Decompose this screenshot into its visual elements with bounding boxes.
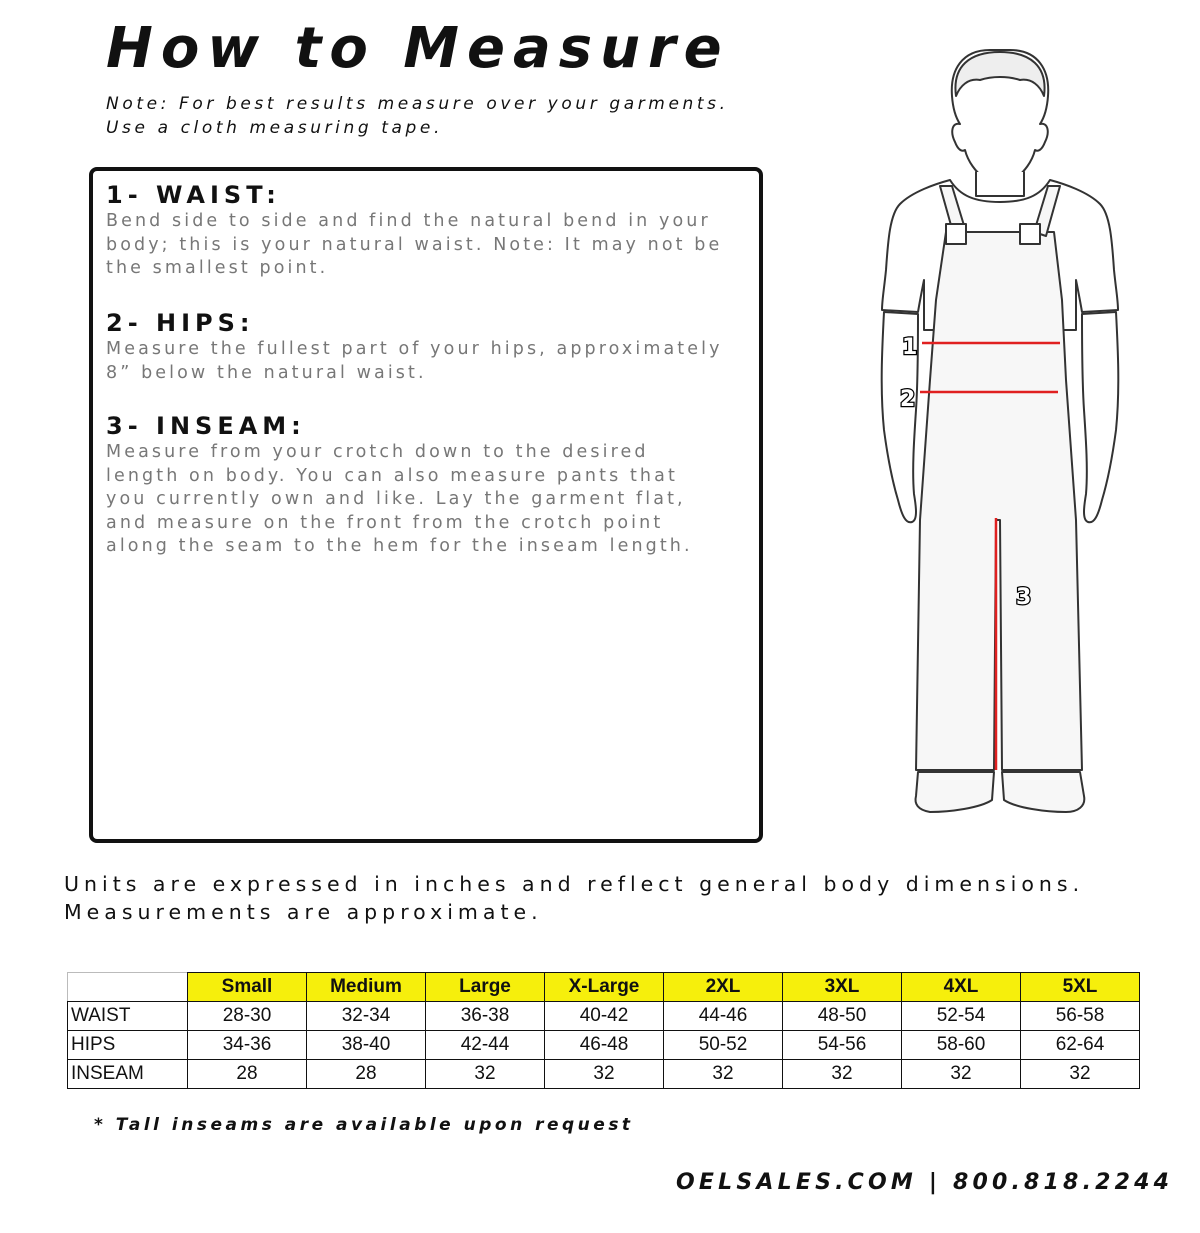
right-shoe-outline <box>1002 772 1084 812</box>
description-line: length on body. You can also measure pants that <box>106 465 678 486</box>
table-cell: 62-64 <box>1021 1031 1140 1060</box>
hips-description <box>106 338 766 385</box>
marker-3: 3 <box>1016 585 1032 610</box>
description-line: body; this is your natural waist. Note: It may not be <box>106 234 723 255</box>
corner-cell <box>68 973 188 1002</box>
table-cell: 36-38 <box>426 1002 545 1031</box>
table-cell: 38-40 <box>307 1031 426 1060</box>
marker-1: 1 <box>902 335 918 360</box>
description-line: Measure the fullest part of your hips, approximately <box>106 339 723 359</box>
size-header-3xl: 3XL <box>783 973 902 1002</box>
page-title: How to Measure <box>106 16 730 81</box>
description-line: along the seam to the hem for the inseam length. <box>106 536 693 556</box>
table-cell: 32 <box>1021 1060 1140 1089</box>
table-cell: 56-58 <box>1021 1002 1140 1031</box>
overalls-bib-outline <box>916 232 1082 770</box>
table-cell: 40-42 <box>545 1002 664 1031</box>
table-cell: 46-48 <box>545 1031 664 1060</box>
table-cell: 44-46 <box>664 1002 783 1031</box>
inseam-step <box>106 411 766 559</box>
table-cell: 28 <box>307 1060 426 1089</box>
row-label-waist: WAIST <box>68 1002 188 1031</box>
description-line: Measure from your crotch down to the desired <box>106 442 649 462</box>
table-cell: 48-50 <box>783 1002 902 1031</box>
hips-heading: 2- HIPS: <box>106 309 255 337</box>
table-cell: 50-52 <box>664 1031 783 1060</box>
size-header-row <box>68 973 1140 1002</box>
size-chart-table <box>67 972 1140 1089</box>
contact-footer: OELSALES.COM | 800.818.2244 <box>676 1170 1174 1195</box>
inseam-heading: 3- INSEAM: <box>106 412 306 440</box>
table-cell: 52-54 <box>902 1002 1021 1031</box>
units-line: Units are expressed in inches and reflect general body dimensions. <box>64 872 1085 896</box>
row-label-inseam: INSEAM <box>68 1060 188 1089</box>
table-cell: 28-30 <box>188 1002 307 1031</box>
table-cell: 42-44 <box>426 1031 545 1060</box>
description-line: you currently own and like. Lay the garment flat, <box>106 489 686 509</box>
neck-outline <box>976 172 1024 196</box>
table-cell: 32 <box>426 1060 545 1089</box>
inseam-description <box>106 441 766 559</box>
description-line: and measure on the front from the crotch point <box>106 512 664 533</box>
right-arm-outline <box>1082 312 1118 522</box>
table-row <box>68 1031 1140 1060</box>
size-header-large: Large <box>426 973 545 1002</box>
size-header-4xl: 4XL <box>902 973 1021 1002</box>
tall-inseam-note: * Tall inseams are available upon request <box>94 1115 634 1135</box>
units-note <box>64 870 1084 926</box>
hips-step <box>106 308 766 385</box>
table-cell: 32 <box>902 1060 1021 1089</box>
table-cell: 32 <box>545 1060 664 1089</box>
table-cell: 32 <box>664 1060 783 1089</box>
waist-heading: 1- WAIST: <box>106 181 281 209</box>
units-line: Measurements are approximate. <box>64 900 543 924</box>
size-header-2xl: 2XL <box>664 973 783 1002</box>
right-buckle <box>1020 224 1040 244</box>
table-cell: 34-36 <box>188 1031 307 1060</box>
note-line: Note: For best results measure over your garments. <box>106 94 729 114</box>
row-label-hips: HIPS <box>68 1031 188 1060</box>
waist-description <box>106 210 766 281</box>
size-header-medium: Medium <box>307 973 426 1002</box>
size-header-5xl: 5XL <box>1021 973 1140 1002</box>
note-line: Use a cloth measuring tape. <box>106 118 443 138</box>
left-buckle <box>946 224 966 244</box>
left-shoe-outline <box>916 772 994 812</box>
size-header-x-large: X-Large <box>545 973 664 1002</box>
table-cell: 32 <box>783 1060 902 1089</box>
measuring-note <box>106 92 729 140</box>
waist-step <box>106 180 766 281</box>
description-line: the smallest point. <box>106 258 329 278</box>
description-line: 8” below the natural waist. <box>106 362 427 383</box>
table-row <box>68 1002 1140 1031</box>
description-line: Bend side to side and find the natural bend in your <box>106 211 711 231</box>
size-header-small: Small <box>188 973 307 1002</box>
table-cell: 54-56 <box>783 1031 902 1060</box>
table-cell: 28 <box>188 1060 307 1089</box>
table-cell: 58-60 <box>902 1031 1021 1060</box>
marker-2: 2 <box>900 387 916 412</box>
overalls-figure-illustration <box>860 40 1120 840</box>
table-row <box>68 1060 1140 1089</box>
table-cell: 32-34 <box>307 1002 426 1031</box>
